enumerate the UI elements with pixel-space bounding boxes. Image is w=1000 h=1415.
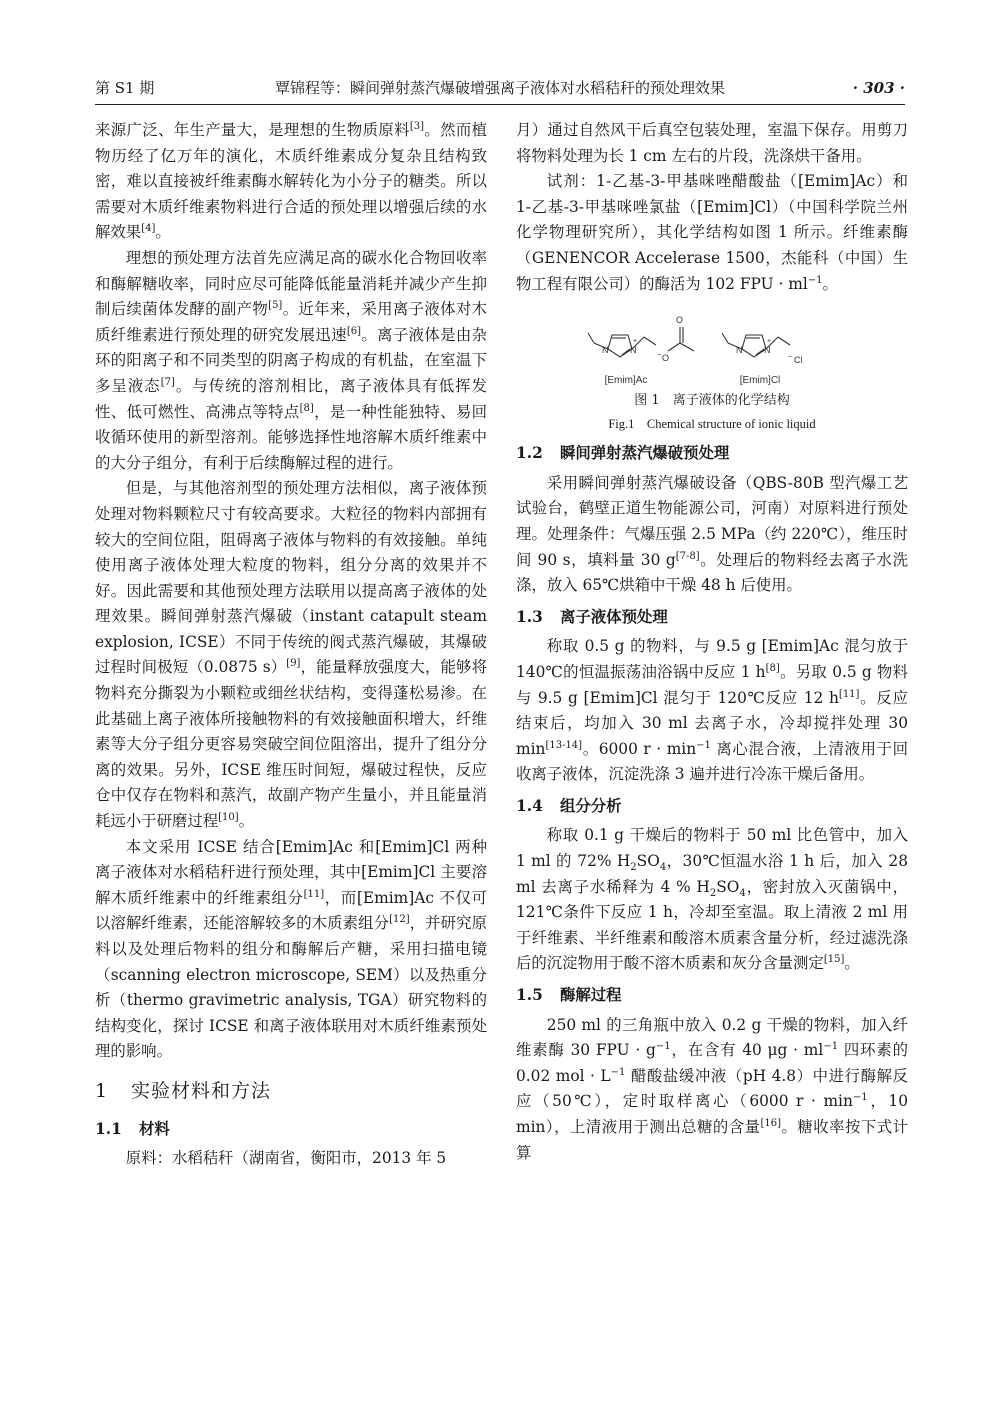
paragraph: 称取 0.1 g 干燥后的物料于 50 ml 比色管中，加入 1 ml 的 72% $H_2SO_4$，30℃恒温水浴 1 h 后，加入 28 ml 去离子水稀释为 4 % $H_2SO_4$，密封放入灭菌锅中，121℃条件下反应 1 h，冷却至室温。取上清液 2 ml 用于纤维素、半纤维素和酸溶木质素含量分析，经过滤洗涤后的沉淀物用于酸不溶木质素和灰分含量测定[15]。 bbox=[516, 826, 908, 973]
right-column bbox=[516, 118, 908, 1166]
left-column bbox=[95, 118, 487, 1172]
atom-label: O bbox=[676, 315, 684, 326]
atom-label: Cl bbox=[794, 355, 803, 366]
citation: [12] bbox=[389, 914, 410, 926]
header-rule bbox=[95, 104, 905, 105]
structure-label-emim-ac: [Emim]Ac bbox=[604, 375, 648, 387]
running-header bbox=[95, 74, 905, 102]
atom-label: N bbox=[602, 345, 609, 356]
figure-caption-en: Fig.1 Chemical structure of ionic liquid bbox=[608, 417, 816, 432]
citation: [8] bbox=[299, 402, 314, 414]
citation: [6] bbox=[346, 325, 362, 337]
charge-label: − bbox=[788, 354, 793, 362]
subsection-heading: 1.5 酶解过程 bbox=[516, 986, 622, 1005]
subsection-heading: 1.1 材料 bbox=[95, 1119, 170, 1138]
structure-label-emim-cl: [Emim]Cl bbox=[739, 375, 781, 387]
charge-label: − bbox=[657, 352, 662, 360]
citation: [7-8] bbox=[675, 550, 700, 562]
subsection-heading: 1.3 离子液体预处理 bbox=[516, 607, 668, 626]
page-number: · 303 · bbox=[852, 79, 905, 97]
running-title: 覃锦程等：瞬间弹射蒸汽爆破增强离子液体对水稻秸秆的预处理效果 bbox=[274, 79, 725, 97]
citation: [4] bbox=[141, 223, 156, 235]
figure-1 bbox=[516, 305, 908, 435]
citation: [13-14] bbox=[545, 739, 583, 751]
citation: [16] bbox=[760, 1117, 781, 1129]
issue-number: 第 S1 期 bbox=[95, 79, 155, 97]
atom-label: N bbox=[736, 345, 743, 356]
paragraph: 本文采用 ICSE 结合[Emim]Ac 和[Emim]Cl 两种离子液体对水稻秸秆进行预处理，其中[Emim]Cl 主要溶解木质纤维素中的纤维素组分[11]，而[Emim]Ac 不仅可以溶解纤维素，还能溶解较多的木质素组分[12]，并研究原料以及处理后物料的组分和酶解后产糖，采用扫描电镜（scanning electron microscope, SEM）以及热重分析（thermo gravimetric analysis, TGA）研究物料的结构变化，探讨 ICSE 和离子液体联用对木质纤维素预处理的影响。 bbox=[95, 837, 487, 1061]
paragraph: 采用瞬间弹射蒸汽爆破设备（QBS-80B 型汽爆工艺试验台，鹤壁正道生物能源公司，河南）对原料进行预处理。处理条件：气爆压强 2.5 MPa（约 220℃），维压时间 90 s，填料量 30 g[7-8]。处理后的物料经去离子水洗涤，放入 65℃烘箱中干燥 48 h 后使用。 bbox=[516, 473, 908, 595]
citation: [10] bbox=[218, 811, 239, 823]
subsection-heading: 1.4 组分分析 bbox=[516, 796, 622, 815]
section-heading: 1 实验材料和方法 bbox=[95, 1079, 272, 1102]
citation: [8] bbox=[765, 662, 780, 674]
citation: [11] bbox=[838, 688, 860, 700]
atom-label: O bbox=[662, 353, 670, 364]
citation: [15] bbox=[823, 954, 845, 966]
paragraph: 250 ml 的三角瓶中放入 0.2 g 干燥的物料，加入纤维素酶 30 FPU · $g^{-1}$，在含有 40 $\mu g \cdot ml^{-1}$ 四环素的 0.02 mol · $L^{-1}$ 醋酸盐缓冲液（pH 4.8）中进行酶解反应（50℃），定时取样离心（6000 $r \cdot \min^{-1}$，10 min），上清液用于测出总糖的含量[16]。糖收率按下式计算 bbox=[516, 1015, 909, 1162]
paragraph: 但是，与其他溶剂型的预处理方法相似，离子液体预处理对物料颗粒尺寸有较高要求。大粒径的物料内部拥有较大的空间位阻，阻碍离子液体与物料的有效接触。单纯使用离子液体处理大粒度的物料，组分分离的效果并不好。因此需要和其他预处理方法联用以提高离子液体的处理效果。瞬间弹射蒸汽爆破（instant catapult steam explosion, ICSE）不同于传统的阀式蒸汽爆破，其爆破过程时间极短（0.0875 s）[9]，能量释放强度大，能够将物料充分撕裂为小颗粒或细丝状结构，变得蓬松易渗。在此基础上离子液体所接触物料的有效接触面积增大，纤维素等大分子组分更容易突破空间位阻溶出，提升了组分分离的效果。另外，ICSE 维压时间短，爆破过程快，反应仓中仅存在物料和蒸汽，故副产物产生量小，并且能量消耗远小于研磨过程[10]。 bbox=[95, 479, 487, 831]
citation: [7] bbox=[160, 376, 175, 388]
charge-label: + bbox=[633, 338, 638, 346]
subsection-heading: 1.2 瞬间弹射蒸汽爆破预处理 bbox=[516, 444, 730, 463]
charge-label: + bbox=[767, 338, 772, 346]
figure-caption-cn: 图 1 离子液体的化学结构 bbox=[634, 393, 790, 409]
atom-label: N bbox=[764, 345, 771, 356]
paragraph: 称取 0.5 g 的物料，与 9.5 g [Emim]Ac 混匀放于 140℃的恒温振荡油浴锅中反应 1 h[8]。另取 0.5 g 物料与 9.5 g [Emim]Cl 混匀于 120℃反应 12 h[11]。反应结束后，均加入 30 ml 去离子水，冷却搅拌处理 30 min[13-14]。6000 $r \cdot \min^{-1}$ 离心混合液，上清液用于回收离子液体，沉淀洗涤 3 遍并进行冷冻干燥后备用。 bbox=[516, 637, 908, 784]
atom-label: N bbox=[630, 345, 637, 356]
citation: [11] bbox=[303, 888, 325, 900]
citation: [3] bbox=[409, 120, 425, 132]
citation: [9] bbox=[286, 658, 301, 670]
paragraph: 月）通过自然风干后真空包装处理，室温下保存。用剪刀将物料处理为长 1 cm 左右的片段，洗涤烘干备用。 bbox=[516, 121, 908, 165]
paragraph: 原料：水稻秸秆（湖南省，衡阳市，2013 年 5 bbox=[125, 1149, 447, 1168]
paragraph: 来源广泛、年生产量大，是理想的生物质原料[3]。然而植物历经了亿万年的演化，木质纤维素成分复杂且结构致密，难以直接被纤维素酶水解转化为小分子的糖类。所以需要对木质纤维素物料进行合适的预处理以增强后续的水解效果[4]。 bbox=[95, 120, 487, 242]
paragraph: 理想的预处理方法首先应满足高的碳水化合物回收率和酶解糖收率，同时应尽可能降低能量消耗并减少产生抑制后续菌体发酵的副产物[5]。近年来，采用离子液体对木质纤维素进行预处理的研究发展迅速[6]。离子液体是由杂环的阳离子和不同类型的阴离子构成的有机盐，在室温下多呈液态[7]。与传统的溶剂相比，离子液体具有低挥发性、低可燃性、高沸点等特点[8]，是一种性能独特、易回收循环使用的新型溶剂。能够选择性地溶解木质纤维素中的大分子组分，有利于后续酶解过程的进行。 bbox=[95, 248, 487, 472]
citation: [5] bbox=[268, 300, 283, 312]
paragraph: 试剂：1-乙基-3-甲基咪唑醋酸盐（[Emim]Ac）和 1-乙基-3-甲基咪唑氯盐（[Emim]Cl）（中国科学院兰州化学物理研究所），其化学结构如图 1 所示。纤维素酶（GENENCOR Accelerase 1500，杰能科（中国）生物工程有限公司）的酶活为 102 FPU · $ml^{-1}$。 bbox=[516, 172, 908, 293]
chemical-structure-diagram bbox=[582, 305, 842, 389]
